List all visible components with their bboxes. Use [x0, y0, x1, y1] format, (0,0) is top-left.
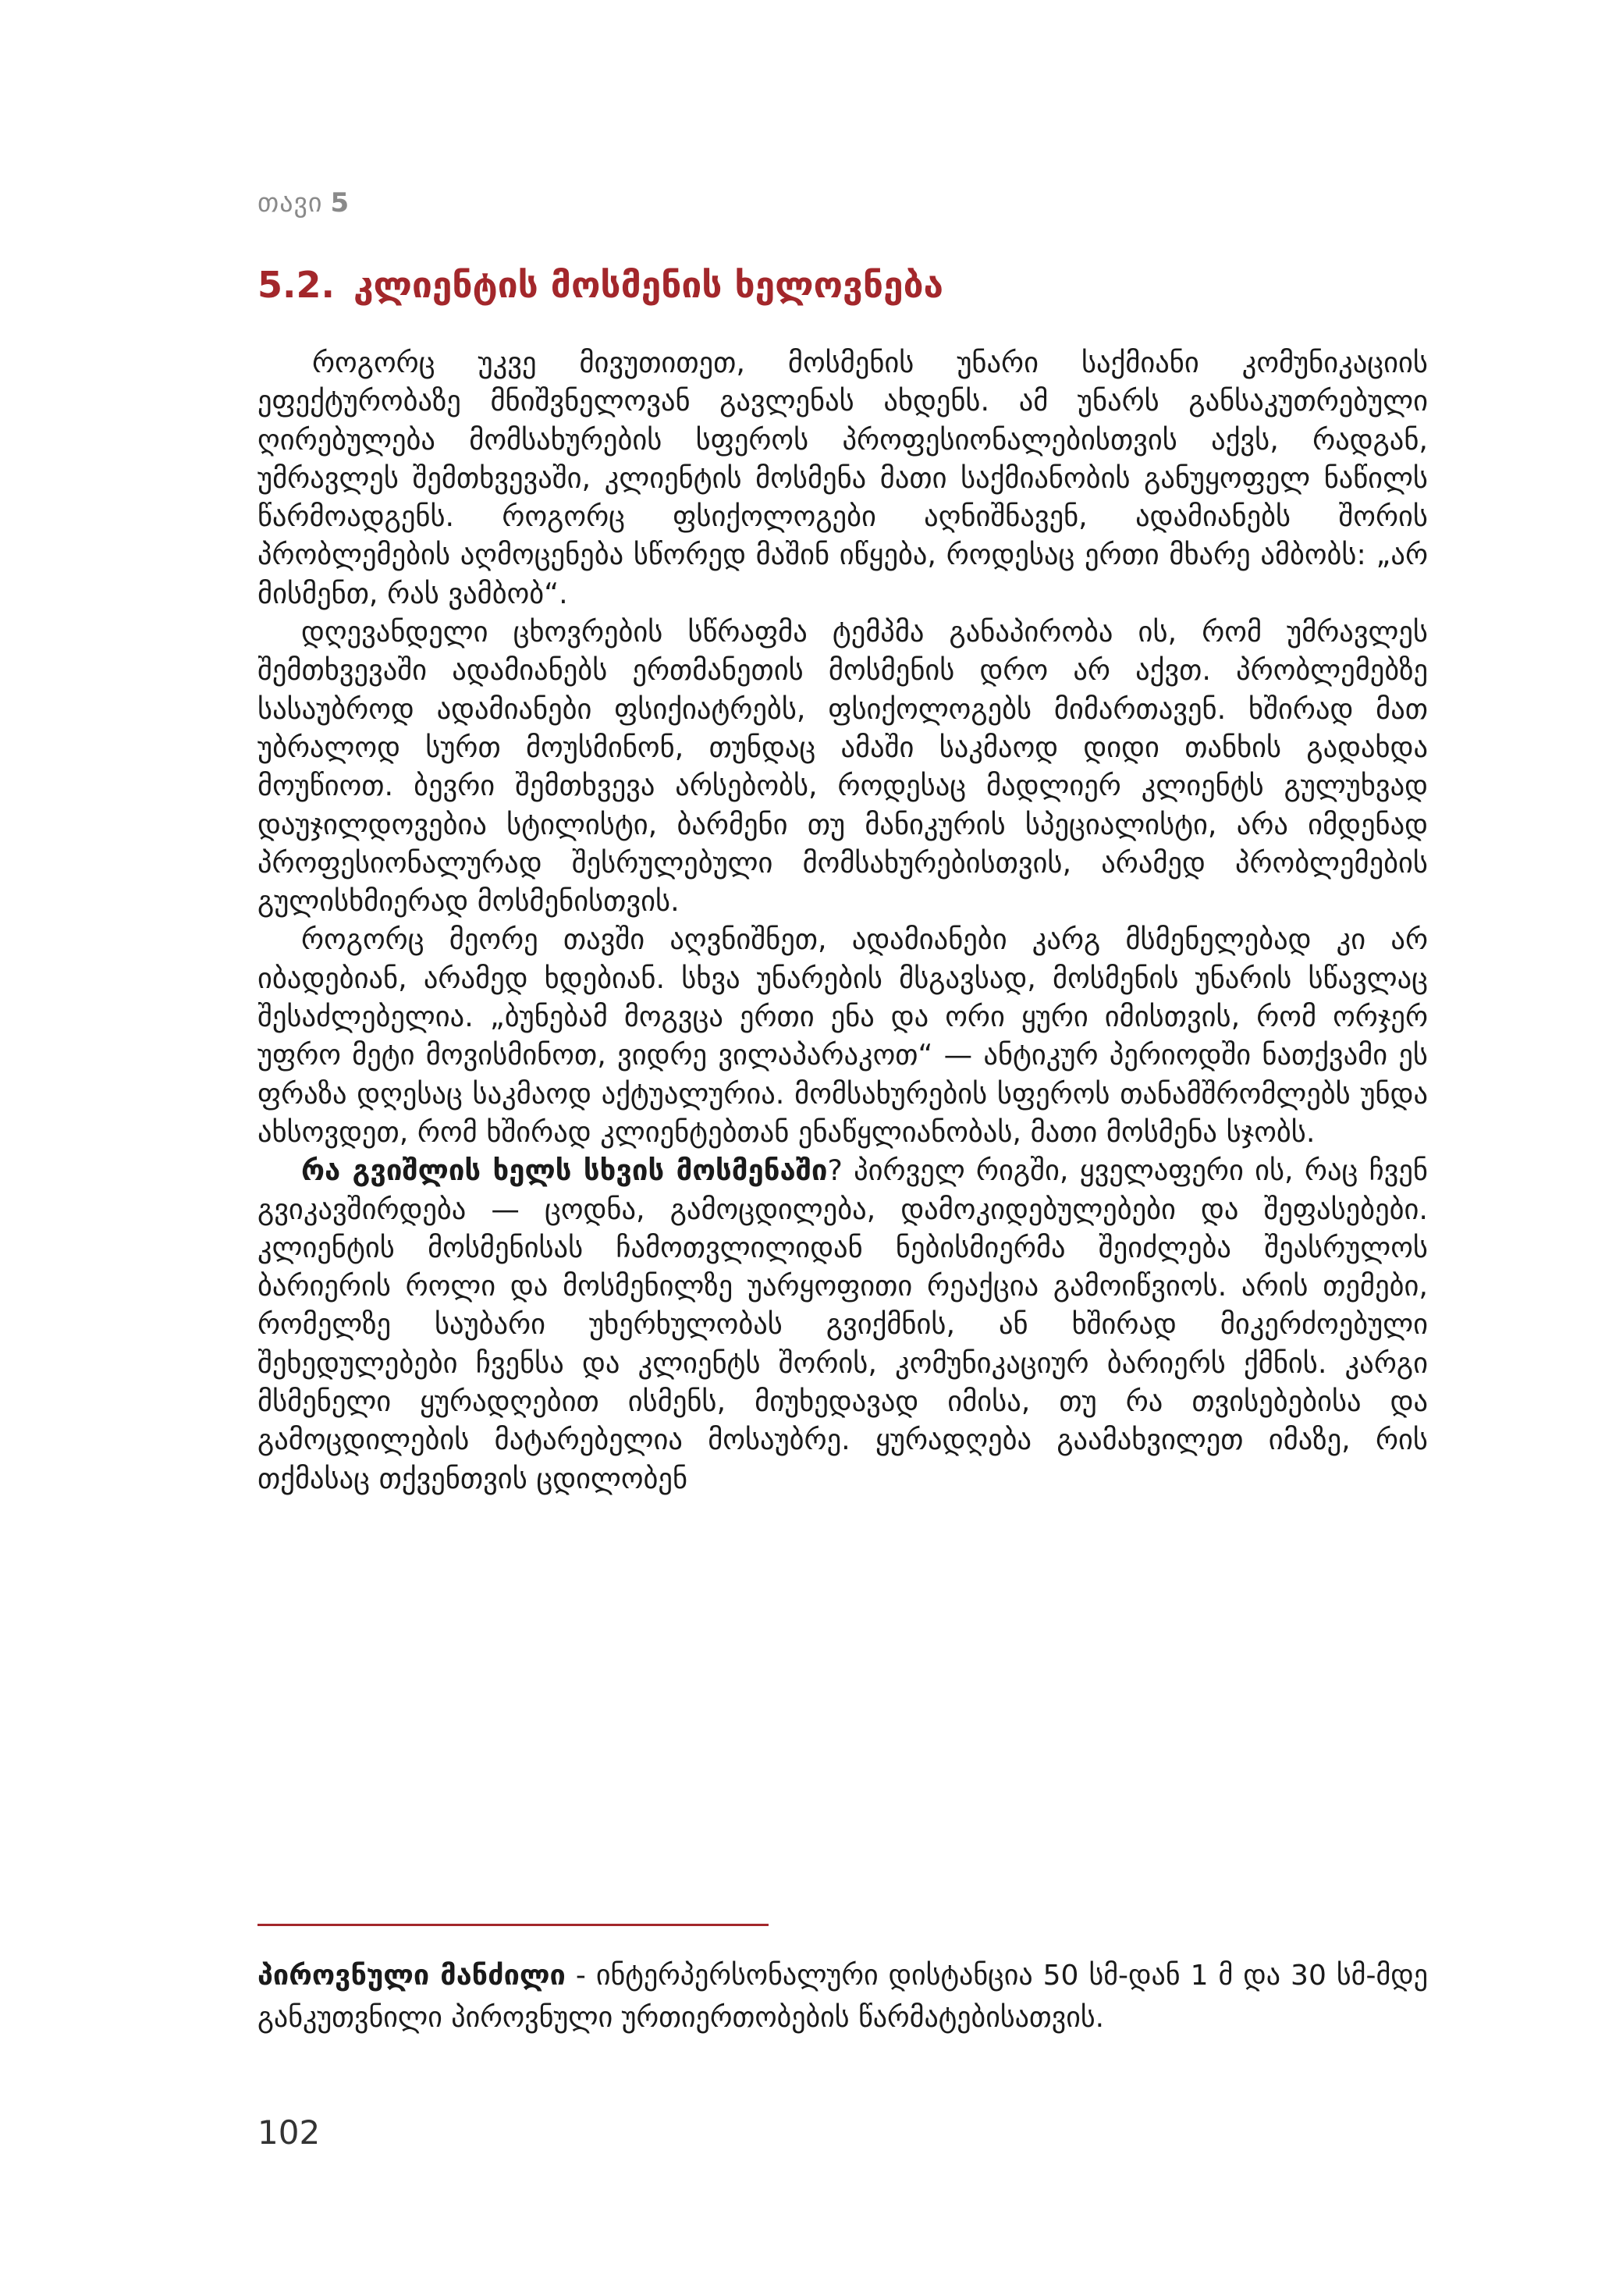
section-title: კლიენტის მოსმენის ხელოვნება [353, 264, 943, 306]
body-text [257, 343, 1428, 1498]
section-number: 5.2. [257, 264, 335, 306]
paragraph-1: როგორც უკვე მივუთითეთ, მოსმენის უნარი საქმიანი კომუნიკაციის ეფექტურობაზე მნიშვნელოვან გავლენას ახდენს. ამ უნარს განსაკუთრებული ღირებულება მომსახურების სფეროს პროფესიონალებისთვის აქვს, რადგან, უმრავლეს შემთხვევაში, კლიენტის მოსმენა მათი საქმიანობის განუყოფელ ნაწილს წარმოადგენს. როგორც ფსიქოლოგები აღნიშნავენ, ადამიანებს შორის პრობლემების აღმოცენება სწორედ მაშინ იწყება, როდესაც ერთი მხარე ამბობს: „არ მისმენთ, რას ვამბობ“. [257, 346, 1428, 610]
page-number: 102 [257, 2113, 321, 2152]
footnote-definition: - ინტერპერსონალური დისტანცია 50 სმ-დან 1 მ და 30 სმ-მდე განკუთვნილი პიროვნული ურთიერთობების წარმატებისათვის. [257, 1960, 1428, 2034]
footnote [257, 1955, 1428, 2039]
chapter-word: თავი [257, 187, 323, 219]
footnote-term: პიროვნული მანძილი [257, 1960, 566, 1992]
chapter-label [257, 187, 350, 219]
paragraph-4-text: ? პირველ რიგში, ყველაფერი ის, რაც ჩვენ გვიკავშირდება — ცოდნა, გამოცდილება, დამოკიდებულებები და შეფასებები. კლიენტის მოსმენისას ჩამოთვლილიდან ნებისმიერმა შეიძლება შეასრულოს ბარიერის როლი და მოსმენილზე უარყოფითი რეაქცია გამოიწვიოს. არის თემები, რომელზე საუბარი უხერხულობას გვიქმნის, ან ხშირად მიკერძოებული შეხედულებები ჩვენსა და კლიენტს შორის, კომუნიკაციურ ბარიერს ქმნის. კარგი მსმენელი ყურადღებით ისმენს, მიუხედავად იმისა, თუ რა თვისებებისა და გამოცდილების მატარებელია მოსაუბრე. ყურადღება გაამახვილეთ იმაზე, რის თქმასაც თქვენთვის ცდილობენ [257, 1153, 1428, 1495]
paragraph-4-lead-question: რა გვიშლის ხელს სხვის მოსმენაში [301, 1153, 828, 1188]
paragraph-3: როგორც მეორე თავში აღვნიშნეთ, ადამიანები კარგ მსმენელებად კი არ იბადებიან, არამედ ხდებიან. სხვა უნარების მსგავსად, მოსმენის უნარის სწავლაც შესაძლებელია. „ბუნებამ მოგვცა ერთი ენა და ორი ყური იმისთვის, რომ ორჯერ უფრო მეტი მოვისმინოთ, ვიდრე ვილაპარაკოთ“ — ანტიკურ პერიოდში ნათქვამი ეს ფრაზა დღესაც საკმაოდ აქტუალურია. მომსახურების სფეროს თანამშრომლებს უნდა ახსოვდეთ, რომ ხშირად კლიენტებთან ენაწყლიანობას, მათი მოსმენა სჯობს. [257, 922, 1428, 1149]
paragraph-2: დღევანდელი ცხოვრების სწრაფმა ტემპმა განაპირობა ის, რომ უმრავლეს შემთხვევაში ადამიანებს ერთმანეთის მოსმენის დრო არ აქვთ. პრობლემებზე სასაუბროდ ადამიანები ფსიქიატრებს, ფსიქოლოგებს მიმართავენ. ხშირად მათ უბრალოდ სურთ მოუსმინონ, თუნდაც ამაში საკმაოდ დიდი თანხის გადახდა მოუწიოთ. ბევრი შემთხვევა არსებობს, როდესაც მადლიერ კლიენტს გულუხვად დაუჯილდოვებია სტილისტი, ბარმენი თუ მანიკურის სპეციალისტი, არა იმდენად პროფესიონალურად შესრულებული მომსახურებისთვის, არამედ პრობლემების გულისხმიერად მოსმენისთვის. [257, 615, 1428, 919]
chapter-number: 5 [330, 187, 350, 219]
footnote-divider [257, 1924, 769, 1926]
section-heading [257, 264, 1428, 306]
paragraph-4 [257, 1151, 1428, 1498]
